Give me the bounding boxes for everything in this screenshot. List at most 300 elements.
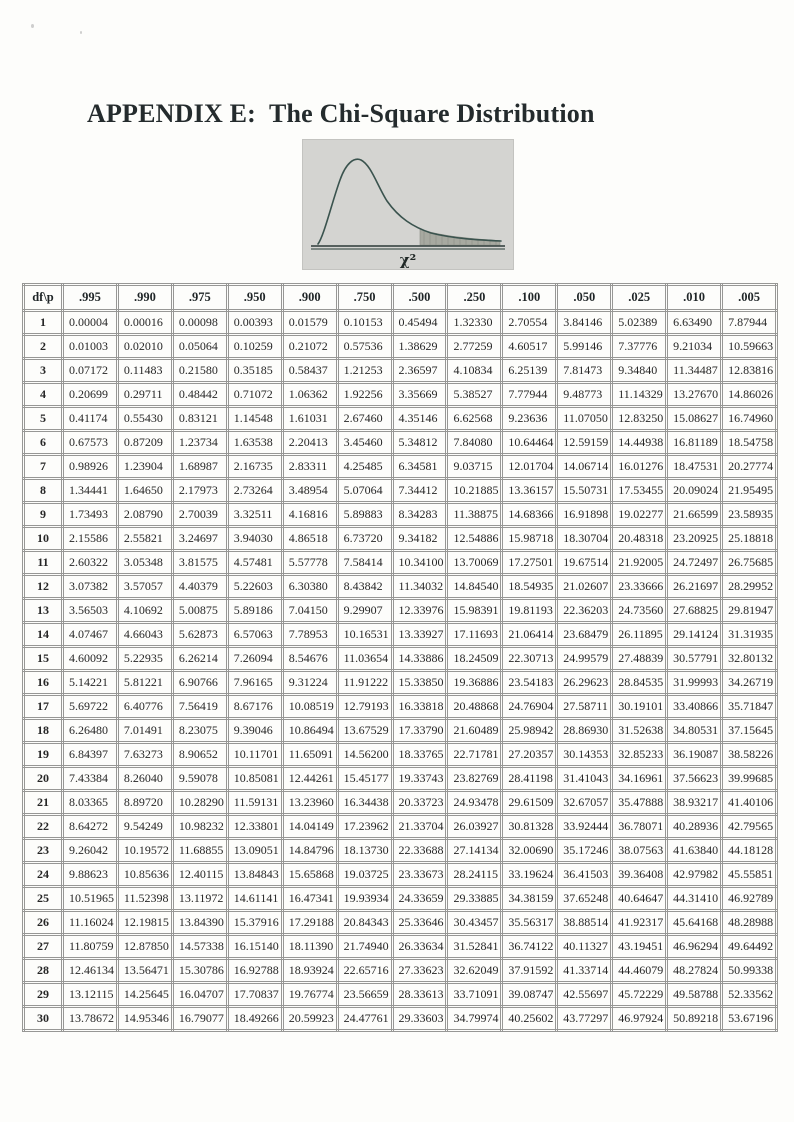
value-cell: 41.40106 [722, 791, 777, 815]
value-cell: 23.56659 [337, 983, 392, 1007]
value-cell: 0.55430 [117, 407, 172, 431]
value-cell: 17.70837 [227, 983, 282, 1007]
column-header: .950 [227, 285, 282, 311]
value-cell: 32.85233 [612, 743, 667, 767]
value-cell: 37.65248 [557, 887, 612, 911]
value-cell: 14.84540 [447, 575, 502, 599]
header-row [24, 285, 777, 311]
page-title: APPENDIX E: The Chi-Square Distribution [87, 99, 595, 129]
df-cell: 5 [24, 407, 63, 431]
value-cell: 11.14329 [612, 383, 667, 407]
value-cell: 11.07050 [557, 407, 612, 431]
value-cell: 8.64272 [63, 815, 118, 839]
value-cell: 28.84535 [612, 671, 667, 695]
column-header: .900 [282, 285, 337, 311]
value-cell: 29.14124 [667, 623, 722, 647]
df-cell: 19 [24, 743, 63, 767]
value-cell: 1.68987 [172, 455, 227, 479]
value-cell: 5.22935 [117, 647, 172, 671]
value-cell: 0.45494 [392, 311, 447, 335]
value-cell: 0.01579 [282, 311, 337, 335]
value-cell: 33.71091 [447, 983, 502, 1007]
value-cell: 19.93934 [337, 887, 392, 911]
value-cell: 50.89218 [667, 1007, 722, 1031]
value-cell: 18.93924 [282, 959, 337, 983]
value-cell: 0.10153 [337, 311, 392, 335]
table-row [24, 719, 777, 743]
column-header: .025 [612, 285, 667, 311]
value-cell: 14.25645 [117, 983, 172, 1007]
value-cell: 7.78953 [282, 623, 337, 647]
df-cell: 1 [24, 311, 63, 335]
value-cell: 1.73493 [63, 503, 118, 527]
table-row [24, 407, 777, 431]
value-cell: 43.19451 [612, 935, 667, 959]
value-cell: 2.70554 [502, 311, 557, 335]
table-row [24, 335, 777, 359]
column-header: .005 [722, 285, 777, 311]
value-cell: 8.34283 [392, 503, 447, 527]
value-cell: 21.66599 [667, 503, 722, 527]
value-cell: 7.84080 [447, 431, 502, 455]
table-row [24, 551, 777, 575]
value-cell: 26.75685 [722, 551, 777, 575]
df-cell: 10 [24, 527, 63, 551]
value-cell: 0.00098 [172, 311, 227, 335]
value-cell: 17.29188 [282, 911, 337, 935]
table-row [24, 599, 777, 623]
value-cell: 1.23904 [117, 455, 172, 479]
df-cell: 9 [24, 503, 63, 527]
value-cell: 32.62049 [447, 959, 502, 983]
value-cell: 3.48954 [282, 479, 337, 503]
value-cell: 13.11972 [172, 887, 227, 911]
value-cell: 20.48318 [612, 527, 667, 551]
table-row [24, 983, 777, 1007]
value-cell: 18.54935 [502, 575, 557, 599]
column-header: .100 [502, 285, 557, 311]
value-cell: 7.63273 [117, 743, 172, 767]
value-cell: 19.67514 [557, 551, 612, 575]
value-cell: 31.41043 [557, 767, 612, 791]
value-cell: 2.15586 [63, 527, 118, 551]
table-row [24, 863, 777, 887]
value-cell: 15.30786 [172, 959, 227, 983]
value-cell: 11.65091 [282, 743, 337, 767]
value-cell: 40.28936 [667, 815, 722, 839]
value-cell: 49.58788 [667, 983, 722, 1007]
value-cell: 3.24697 [172, 527, 227, 551]
value-cell: 13.12115 [63, 983, 118, 1007]
column-header: .250 [447, 285, 502, 311]
value-cell: 38.93217 [667, 791, 722, 815]
value-cell: 7.37776 [612, 335, 667, 359]
value-cell: 29.81947 [722, 599, 777, 623]
value-cell: 4.25485 [337, 455, 392, 479]
value-cell: 5.99146 [557, 335, 612, 359]
value-cell: 44.18128 [722, 839, 777, 863]
value-cell: 36.78071 [612, 815, 667, 839]
value-cell: 15.45177 [337, 767, 392, 791]
value-cell: 13.09051 [227, 839, 282, 863]
value-cell: 14.44938 [612, 431, 667, 455]
value-cell: 10.51965 [63, 887, 118, 911]
value-cell: 45.55851 [722, 863, 777, 887]
df-cell: 23 [24, 839, 63, 863]
df-cell: 7 [24, 455, 63, 479]
value-cell: 6.40776 [117, 695, 172, 719]
value-cell: 26.03927 [447, 815, 502, 839]
value-cell: 10.85081 [227, 767, 282, 791]
value-cell: 10.08519 [282, 695, 337, 719]
value-cell: 4.40379 [172, 575, 227, 599]
value-cell: 14.56200 [337, 743, 392, 767]
value-cell: 4.60517 [502, 335, 557, 359]
table-row [24, 503, 777, 527]
value-cell: 2.77259 [447, 335, 502, 359]
value-cell: 5.02389 [612, 311, 667, 335]
value-cell: 20.59923 [282, 1007, 337, 1031]
value-cell: 4.35146 [392, 407, 447, 431]
table-row [24, 911, 777, 935]
value-cell: 27.58711 [557, 695, 612, 719]
value-cell: 1.14548 [227, 407, 282, 431]
value-cell: 11.34487 [667, 359, 722, 383]
value-cell: 2.55821 [117, 527, 172, 551]
value-cell: 16.92788 [227, 959, 282, 983]
value-cell: 36.19087 [667, 743, 722, 767]
value-cell: 5.62873 [172, 623, 227, 647]
chi-square-figure [303, 140, 513, 269]
value-cell: 21.95495 [722, 479, 777, 503]
value-cell: 1.06362 [282, 383, 337, 407]
value-cell: 12.59159 [557, 431, 612, 455]
value-cell: 0.00004 [63, 311, 118, 335]
value-cell: 28.41198 [502, 767, 557, 791]
value-cell: 7.77944 [502, 383, 557, 407]
value-cell: 3.07382 [63, 575, 118, 599]
value-cell: 28.29952 [722, 575, 777, 599]
value-cell: 9.34182 [392, 527, 447, 551]
value-cell: 49.64492 [722, 935, 777, 959]
value-cell: 50.99338 [722, 959, 777, 983]
value-cell: 35.47888 [612, 791, 667, 815]
column-header: .750 [337, 285, 392, 311]
value-cell: 42.97982 [667, 863, 722, 887]
value-cell: 40.64647 [612, 887, 667, 911]
value-cell: 0.87209 [117, 431, 172, 455]
value-cell: 2.60322 [63, 551, 118, 575]
chi-square-table-container [22, 283, 778, 1032]
value-cell: 5.22603 [227, 575, 282, 599]
value-cell: 14.57338 [172, 935, 227, 959]
value-cell: 0.71072 [227, 383, 282, 407]
value-cell: 0.98926 [63, 455, 118, 479]
value-cell: 3.84146 [557, 311, 612, 335]
value-cell: 11.68855 [172, 839, 227, 863]
value-cell: 1.23734 [172, 431, 227, 455]
value-cell: 29.33603 [392, 1007, 447, 1031]
table-body [24, 311, 777, 1031]
value-cell: 0.00016 [117, 311, 172, 335]
value-cell: 30.43457 [447, 911, 502, 935]
value-cell: 16.91898 [557, 503, 612, 527]
value-cell: 14.84796 [282, 839, 337, 863]
value-cell: 9.03715 [447, 455, 502, 479]
value-cell: 18.47531 [667, 455, 722, 479]
value-cell: 12.79193 [337, 695, 392, 719]
value-cell: 9.34840 [612, 359, 667, 383]
table-row [24, 839, 777, 863]
table-row [24, 791, 777, 815]
value-cell: 12.33801 [227, 815, 282, 839]
table-row [24, 623, 777, 647]
value-cell: 24.93478 [447, 791, 502, 815]
table-row [24, 647, 777, 671]
value-cell: 14.95346 [117, 1007, 172, 1031]
value-cell: 53.67196 [722, 1007, 777, 1031]
table-row [24, 311, 777, 335]
value-cell: 27.68825 [667, 599, 722, 623]
value-cell: 44.31410 [667, 887, 722, 911]
value-cell: 36.74122 [502, 935, 557, 959]
value-cell: 23.33666 [612, 575, 667, 599]
table-row [24, 959, 777, 983]
value-cell: 10.21885 [447, 479, 502, 503]
value-cell: 7.58414 [337, 551, 392, 575]
df-cell: 6 [24, 431, 63, 455]
value-cell: 8.03365 [63, 791, 118, 815]
value-cell: 0.48442 [172, 383, 227, 407]
value-cell: 14.06714 [557, 455, 612, 479]
value-cell: 10.28290 [172, 791, 227, 815]
value-cell: 31.52841 [447, 935, 502, 959]
value-cell: 20.33723 [392, 791, 447, 815]
value-cell: 1.32330 [447, 311, 502, 335]
value-cell: 16.47341 [282, 887, 337, 911]
value-cell: 11.34032 [392, 575, 447, 599]
value-cell: 13.70069 [447, 551, 502, 575]
df-cell: 15 [24, 647, 63, 671]
value-cell: 32.00690 [502, 839, 557, 863]
value-cell: 11.91222 [337, 671, 392, 695]
value-cell: 27.20357 [502, 743, 557, 767]
df-cell: 3 [24, 359, 63, 383]
value-cell: 8.54676 [282, 647, 337, 671]
value-cell: 20.09024 [667, 479, 722, 503]
value-cell: 19.33743 [392, 767, 447, 791]
value-cell: 46.96294 [667, 935, 722, 959]
value-cell: 11.38875 [447, 503, 502, 527]
value-cell: 18.24509 [447, 647, 502, 671]
value-cell: 38.07563 [612, 839, 667, 863]
df-cell: 14 [24, 623, 63, 647]
value-cell: 16.33818 [392, 695, 447, 719]
value-cell: 9.29907 [337, 599, 392, 623]
value-cell: 23.68479 [557, 623, 612, 647]
table-row [24, 575, 777, 599]
value-cell: 13.56471 [117, 959, 172, 983]
scan-artifact [31, 24, 34, 28]
value-cell: 2.70039 [172, 503, 227, 527]
value-cell: 23.58935 [722, 503, 777, 527]
value-cell: 2.83311 [282, 455, 337, 479]
value-cell: 5.57778 [282, 551, 337, 575]
value-cell: 23.82769 [447, 767, 502, 791]
value-cell: 0.10259 [227, 335, 282, 359]
value-cell: 46.92789 [722, 887, 777, 911]
value-cell: 12.40115 [172, 863, 227, 887]
value-cell: 1.38629 [392, 335, 447, 359]
value-cell: 43.77297 [557, 1007, 612, 1031]
value-cell: 10.59663 [722, 335, 777, 359]
value-cell: 7.56419 [172, 695, 227, 719]
table-row [24, 671, 777, 695]
df-cell: 25 [24, 887, 63, 911]
value-cell: 17.23962 [337, 815, 392, 839]
value-cell: 2.73264 [227, 479, 282, 503]
value-cell: 42.55697 [557, 983, 612, 1007]
value-cell: 11.80759 [63, 935, 118, 959]
value-cell: 14.33886 [392, 647, 447, 671]
value-cell: 35.56317 [502, 911, 557, 935]
value-cell: 7.43384 [63, 767, 118, 791]
value-cell: 4.16816 [282, 503, 337, 527]
value-cell: 29.33885 [447, 887, 502, 911]
value-cell: 35.71847 [722, 695, 777, 719]
df-cell: 30 [24, 1007, 63, 1031]
value-cell: 34.80531 [667, 719, 722, 743]
value-cell: 34.26719 [722, 671, 777, 695]
value-cell: 15.50731 [557, 479, 612, 503]
value-cell: 24.47761 [337, 1007, 392, 1031]
value-cell: 13.27670 [667, 383, 722, 407]
value-cell: 45.72229 [612, 983, 667, 1007]
value-cell: 40.11327 [557, 935, 612, 959]
value-cell: 5.00875 [172, 599, 227, 623]
value-cell: 0.41174 [63, 407, 118, 431]
value-cell: 35.17246 [557, 839, 612, 863]
value-cell: 24.99579 [557, 647, 612, 671]
table-row [24, 455, 777, 479]
value-cell: 32.80132 [722, 647, 777, 671]
value-cell: 14.68366 [502, 503, 557, 527]
table-row [24, 431, 777, 455]
value-cell: 9.48773 [557, 383, 612, 407]
value-cell: 25.18818 [722, 527, 777, 551]
value-cell: 27.48839 [612, 647, 667, 671]
value-cell: 31.31935 [722, 623, 777, 647]
value-cell: 24.72497 [667, 551, 722, 575]
value-cell: 15.65868 [282, 863, 337, 887]
value-cell: 2.67460 [337, 407, 392, 431]
table-row [24, 359, 777, 383]
value-cell: 13.78672 [63, 1007, 118, 1031]
df-cell: 18 [24, 719, 63, 743]
value-cell: 30.57791 [667, 647, 722, 671]
value-cell: 3.35669 [392, 383, 447, 407]
value-cell: 27.33623 [392, 959, 447, 983]
value-cell: 3.32511 [227, 503, 282, 527]
value-cell: 19.76774 [282, 983, 337, 1007]
value-cell: 41.63840 [667, 839, 722, 863]
value-cell: 12.01704 [502, 455, 557, 479]
value-cell: 6.63490 [667, 311, 722, 335]
table-row [24, 695, 777, 719]
value-cell: 4.57481 [227, 551, 282, 575]
value-cell: 6.84397 [63, 743, 118, 767]
value-cell: 20.27774 [722, 455, 777, 479]
value-cell: 0.83121 [172, 407, 227, 431]
value-cell: 10.19572 [117, 839, 172, 863]
value-cell: 0.35185 [227, 359, 282, 383]
value-cell: 11.59131 [227, 791, 282, 815]
df-cell: 17 [24, 695, 63, 719]
value-cell: 16.01276 [612, 455, 667, 479]
value-cell: 46.97924 [612, 1007, 667, 1031]
value-cell: 9.23636 [502, 407, 557, 431]
value-cell: 19.81193 [502, 599, 557, 623]
value-cell: 1.64650 [117, 479, 172, 503]
value-cell: 6.57063 [227, 623, 282, 647]
table-row [24, 1007, 777, 1031]
value-cell: 11.52398 [117, 887, 172, 911]
value-cell: 1.34441 [63, 479, 118, 503]
value-cell: 4.86518 [282, 527, 337, 551]
df-cell: 12 [24, 575, 63, 599]
value-cell: 12.19815 [117, 911, 172, 935]
value-cell: 39.08747 [502, 983, 557, 1007]
value-cell: 5.14221 [63, 671, 118, 695]
value-cell: 10.85636 [117, 863, 172, 887]
table-row [24, 743, 777, 767]
table-row [24, 935, 777, 959]
value-cell: 41.92317 [612, 911, 667, 935]
df-cell: 4 [24, 383, 63, 407]
value-cell: 2.20413 [282, 431, 337, 455]
value-cell: 21.60489 [447, 719, 502, 743]
table-row [24, 767, 777, 791]
axis-label-chi-squared: χ² [399, 251, 417, 269]
value-cell: 13.84843 [227, 863, 282, 887]
value-cell: 14.04149 [282, 815, 337, 839]
value-cell: 3.56503 [63, 599, 118, 623]
value-cell: 16.74960 [722, 407, 777, 431]
value-cell: 26.21697 [667, 575, 722, 599]
value-cell: 22.33688 [392, 839, 447, 863]
value-cell: 52.33562 [722, 983, 777, 1007]
value-cell: 4.10834 [447, 359, 502, 383]
value-cell: 4.66043 [117, 623, 172, 647]
df-cell: 20 [24, 767, 63, 791]
value-cell: 6.90766 [172, 671, 227, 695]
value-cell: 21.74940 [337, 935, 392, 959]
value-cell: 6.26214 [172, 647, 227, 671]
value-cell: 15.33850 [392, 671, 447, 695]
value-cell: 24.76904 [502, 695, 557, 719]
value-cell: 18.11390 [282, 935, 337, 959]
chi-square-curve [318, 159, 501, 244]
value-cell: 22.36203 [557, 599, 612, 623]
value-cell: 16.81189 [667, 431, 722, 455]
value-cell: 3.94030 [227, 527, 282, 551]
value-cell: 15.37916 [227, 911, 282, 935]
value-cell: 33.19624 [502, 863, 557, 887]
value-cell: 21.92005 [612, 551, 667, 575]
column-header: .995 [63, 285, 118, 311]
value-cell: 31.52638 [612, 719, 667, 743]
value-cell: 0.58437 [282, 359, 337, 383]
